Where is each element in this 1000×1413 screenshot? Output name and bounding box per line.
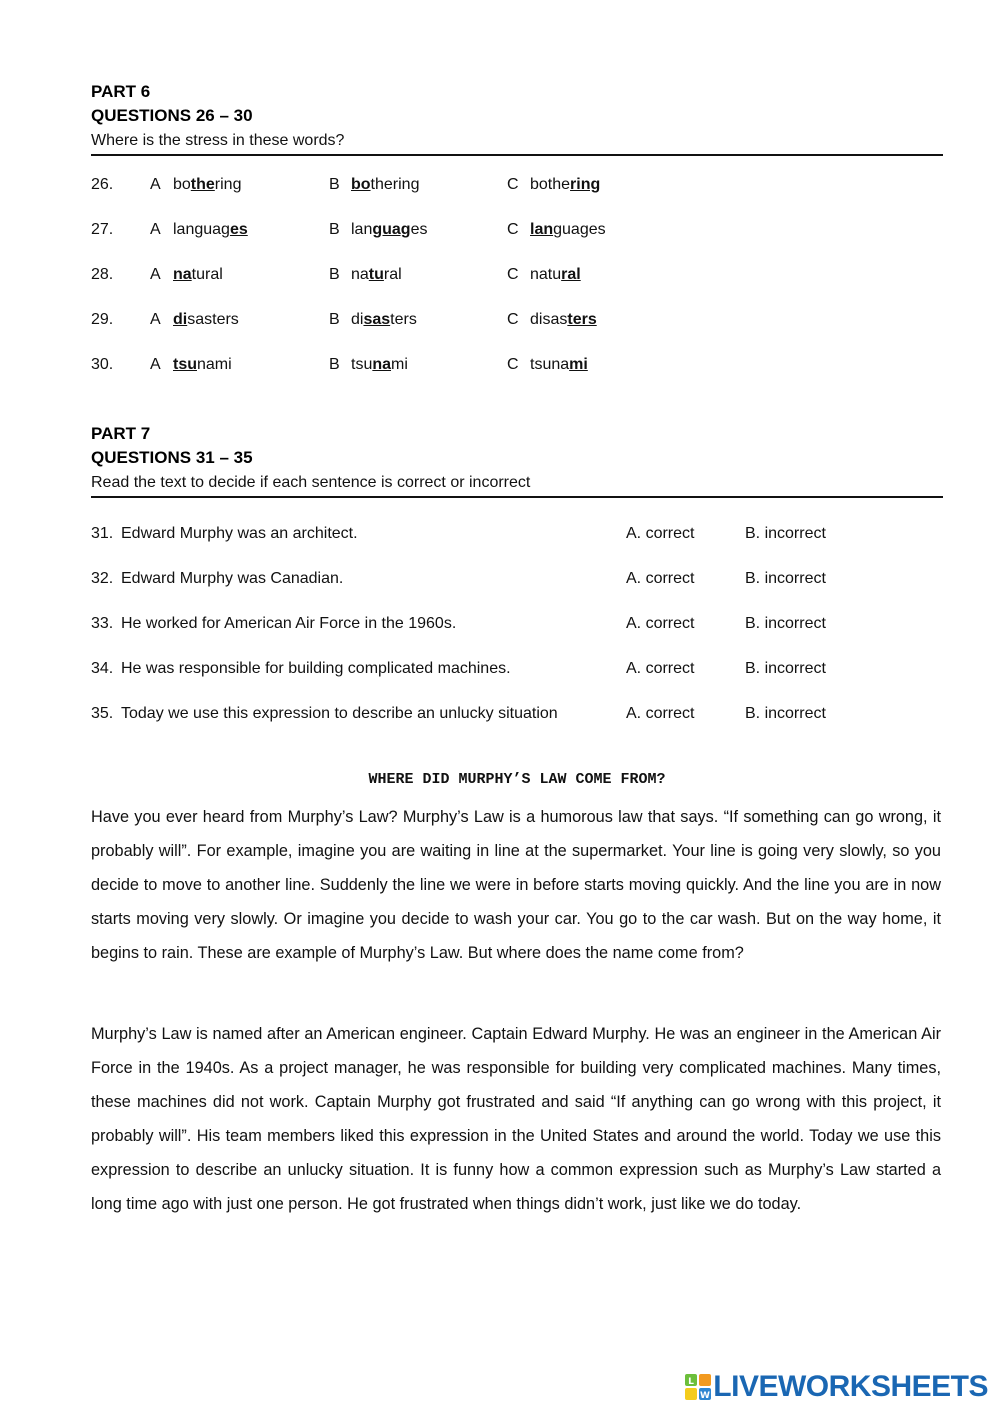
option-a-word[interactable]: tsunami [173,356,232,373]
option-c-word[interactable]: disasters [530,311,597,328]
stressed-syllable: the [190,176,215,193]
question-number: 33. [91,615,114,632]
stress-question-row [91,263,943,287]
logo-mark-letter: L [688,1377,695,1387]
option-a-letter[interactable]: A [150,176,161,193]
stressed-syllable: ters [567,311,597,328]
stressed-syllable: tsu [173,356,197,373]
option-a-word[interactable]: disasters [173,311,239,328]
part7-questions-range: QUESTIONS 31 – 35 [91,448,253,467]
stressed-syllable: na [372,356,392,373]
option-c-letter[interactable]: C [507,176,519,193]
option-a-word[interactable]: natural [173,266,223,283]
option-c-word[interactable]: languages [530,221,606,238]
question-number: 31. [91,525,114,542]
true-false-row [91,657,943,681]
statement-text: Edward Murphy was Canadian. [121,570,344,587]
option-correct[interactable]: A. correct [626,525,695,542]
reading-paragraph-2: Murphy’s Law is named after an American engineer. Captain Edward Murphy. He was an engineer in the American Air Force in the 1940s. As a project manager, he was responsible for building very complicated machines. Many times, these machines did not work. Captain Murphy got frustrated and said “If anything can go wrong with this project, it probably will”. His team members liked this expression in the United States and around the world. Today we use this expression to describe an unlucky situation. It is funny how a common expression such as Murphy’s Law started a long time ago with just one person. He got frustrated when things didn’t work, just like we do today. [91,1025,941,1213]
question-number: 30. [91,356,114,373]
stress-question-row [91,218,943,242]
option-correct[interactable]: A. correct [626,705,695,722]
option-c-letter[interactable]: C [507,266,519,283]
option-a-letter[interactable]: A [150,266,161,283]
part7-header [91,422,943,498]
true-false-row [91,702,943,726]
part6-header [91,80,943,156]
option-incorrect[interactable]: B. incorrect [745,615,826,632]
stressed-syllable: bo [351,176,371,193]
stressed-syllable: sas [363,311,391,328]
option-c-word[interactable]: tsunami [530,356,588,373]
question-number: 32. [91,570,114,587]
stress-question-row [91,173,943,197]
stress-question-row [91,308,943,332]
option-a-letter[interactable]: A [150,221,161,238]
option-b-letter[interactable]: B [329,266,340,283]
stressed-syllable: ral [561,266,581,283]
stressed-syllable: na [173,266,192,283]
true-false-row [91,567,943,591]
part7-instruction: Read the text to decide if each sentence is correct or incorrect [91,474,531,491]
stressed-syllable: es [229,221,248,238]
true-false-row [91,522,943,546]
option-b-letter[interactable]: B [329,176,340,193]
option-a-word[interactable]: languages [173,221,248,238]
part7-title: PART 7 [91,424,151,443]
option-c-letter[interactable]: C [507,221,519,238]
option-b-word[interactable]: natural [351,266,402,283]
liveworksheets-logo [685,1369,988,1405]
option-b-letter[interactable]: B [329,356,340,373]
option-b-word[interactable]: languages [351,221,428,238]
stressed-syllable: mi [569,356,588,373]
option-a-word[interactable]: bothering [173,176,242,193]
option-b-letter[interactable]: B [329,311,340,328]
option-b-word[interactable]: tsunami [351,356,408,373]
stressed-syllable: di [173,311,188,328]
stress-question-row [91,353,943,377]
logo-wordmark: LIVEWORKSHEETS [713,1370,988,1403]
stressed-syllable: ring [570,176,601,193]
part6-divider [91,154,943,156]
stressed-syllable: guag [372,221,411,238]
stressed-syllable: lan [530,221,554,238]
statement-text: He worked for American Air Force in the 1960s. [121,615,457,632]
option-c-letter[interactable]: C [507,356,519,373]
liveworksheets-mark-icon [685,1374,711,1400]
option-correct[interactable]: A. correct [626,570,695,587]
part6-title: PART 6 [91,82,151,101]
question-number: 26. [91,176,114,193]
part7-divider [91,496,943,498]
option-b-word[interactable]: disasters [351,311,417,328]
question-number: 29. [91,311,114,328]
reading-paragraph-1: Have you ever heard from Murphy’s Law? Murphy’s Law is a humorous law that says. “If something can go wrong, it probably will”. For example, imagine you are waiting in line at the supermarket. Your line is going very slowly, so you decide to move to another line. Suddenly the line we were in before starts moving quickly. And the line you are in now starts moving very slowly. Or imagine you decide to wash your car. You go to the car wash. But on the way home, it begins to rain. These are example of Murphy’s Law. But where does the name come from? [91,808,941,962]
question-number: 27. [91,221,114,238]
option-b-letter[interactable]: B [329,221,340,238]
option-a-letter[interactable]: A [150,356,161,373]
question-number: 35. [91,705,114,722]
question-number: 34. [91,660,114,677]
option-correct[interactable]: A. correct [626,615,695,632]
option-a-letter[interactable]: A [150,311,161,328]
true-false-row [91,612,943,636]
option-incorrect[interactable]: B. incorrect [745,705,826,722]
option-b-word[interactable]: bothering [351,176,420,193]
reading-title: WHERE DID MURPHY’S LAW COME FROM? [368,771,666,788]
option-c-word[interactable]: natural [530,266,581,283]
option-c-word[interactable]: bothering [530,176,601,193]
statement-text: Edward Murphy was an architect. [121,525,358,542]
logo-mark-letter: W [700,1391,711,1400]
statement-text: He was responsible for building complicated machines. [121,660,511,677]
question-number: 28. [91,266,114,283]
option-correct[interactable]: A. correct [626,660,695,677]
part6-questions-range: QUESTIONS 26 – 30 [91,106,253,125]
statement-text: Today we use this expression to describe an unlucky situation [121,705,558,722]
part6-instruction: Where is the stress in these words? [91,132,345,149]
option-c-letter[interactable]: C [507,311,519,328]
option-incorrect[interactable]: B. incorrect [745,660,826,677]
option-incorrect[interactable]: B. incorrect [745,525,826,542]
stressed-syllable: tu [368,266,384,283]
option-incorrect[interactable]: B. incorrect [745,570,826,587]
